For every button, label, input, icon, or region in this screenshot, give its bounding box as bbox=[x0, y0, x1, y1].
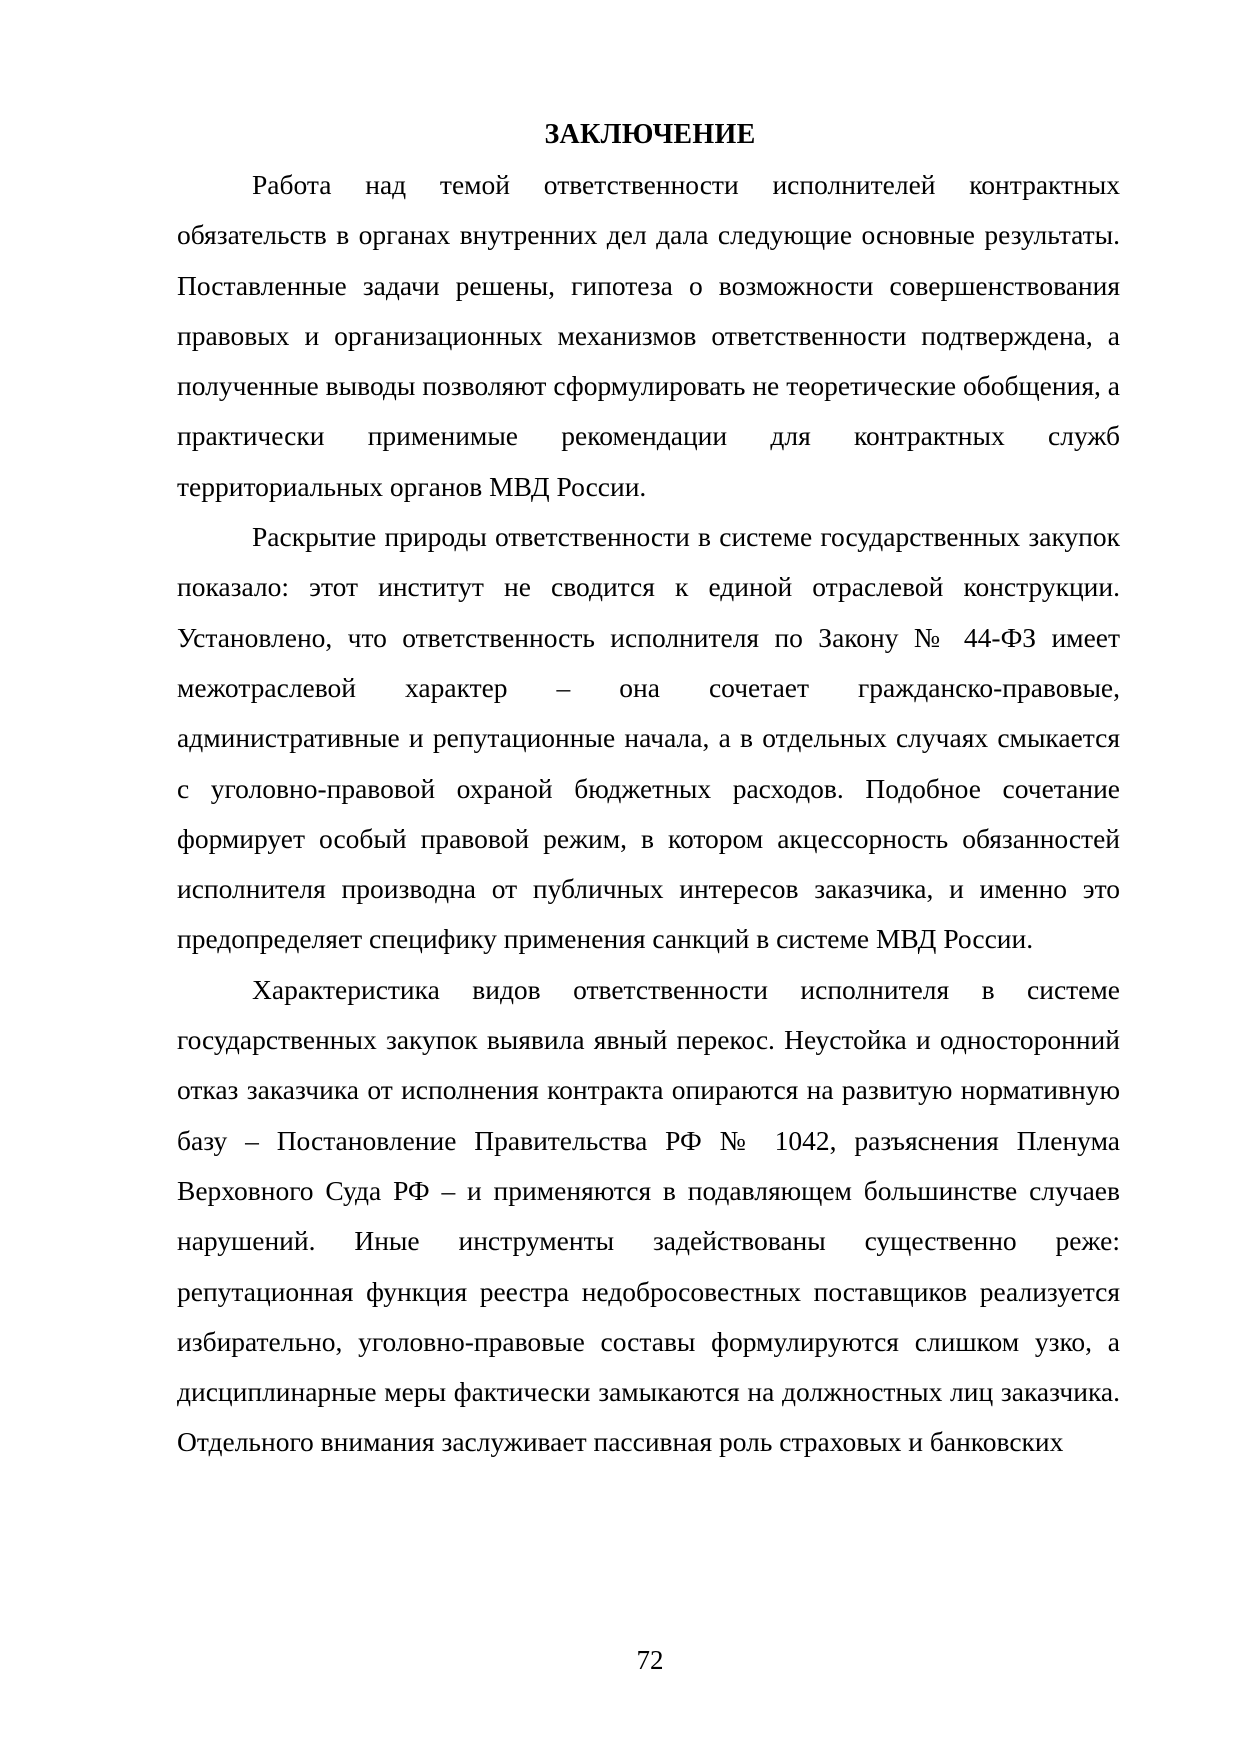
paragraph-2: Раскрытие природы ответственности в системе государственных закупок показало: этот институт не сводится к единой отраслевой конструкции. Установлено, что ответственность исполнителя по Закону № 44-ФЗ имеет межотраслевой характер – она сочетает гражданско-правовые, административные и репутационные начала, а в отдельных случаях смыкается с уголовно-правовой охраной бюджетных расходов. Подобное сочетание формирует особый правовой режим, в котором акцессорность обязанностей исполнителя производна от публичных интересов заказчика, и именно это предопределяет специфику применения санкций в системе МВД России. bbox=[177, 521, 1120, 955]
body-text bbox=[177, 160, 1120, 1468]
page-number: 72 bbox=[636, 1645, 664, 1675]
page-title: ЗАКЛЮЧЕНИЕ bbox=[544, 119, 756, 150]
paragraph-1: Работа над темой ответственности исполнителей контрактных обязательств в органах внутренних дел дала следующие основные результаты. Поставленные задачи решены, гипотеза о возможности совершенствования правовых и организационных механизмов ответственности подтверждена, а полученные выводы позволяют сформулировать не теоретические обобщения, а практически применимые рекомендации для контрактных служб территориальных органов МВД России. bbox=[177, 169, 1120, 502]
paragraph-3: Характеристика видов ответственности исполнителя в системе государственных закупок выявила явный перекос. Неустойка и односторонний отказ заказчика от исполнения контракта опираются на развитую нормативную базу – Постановление Правительства РФ № 1042, разъяснения Пленума Верховного Суда РФ – и применяются в подавляющем большинстве случаев нарушений. Иные инструменты задействованы существенно реже: репутационная функция реестра недобросовестных поставщиков реализуется избирательно, уголовно-правовые составы формулируются слишком узко, а дисциплинарные меры фактически замыкаются на должностных лиц заказчика. Отдельного внимания заслуживает пассивная роль страховых и банковских bbox=[177, 973, 1120, 1458]
